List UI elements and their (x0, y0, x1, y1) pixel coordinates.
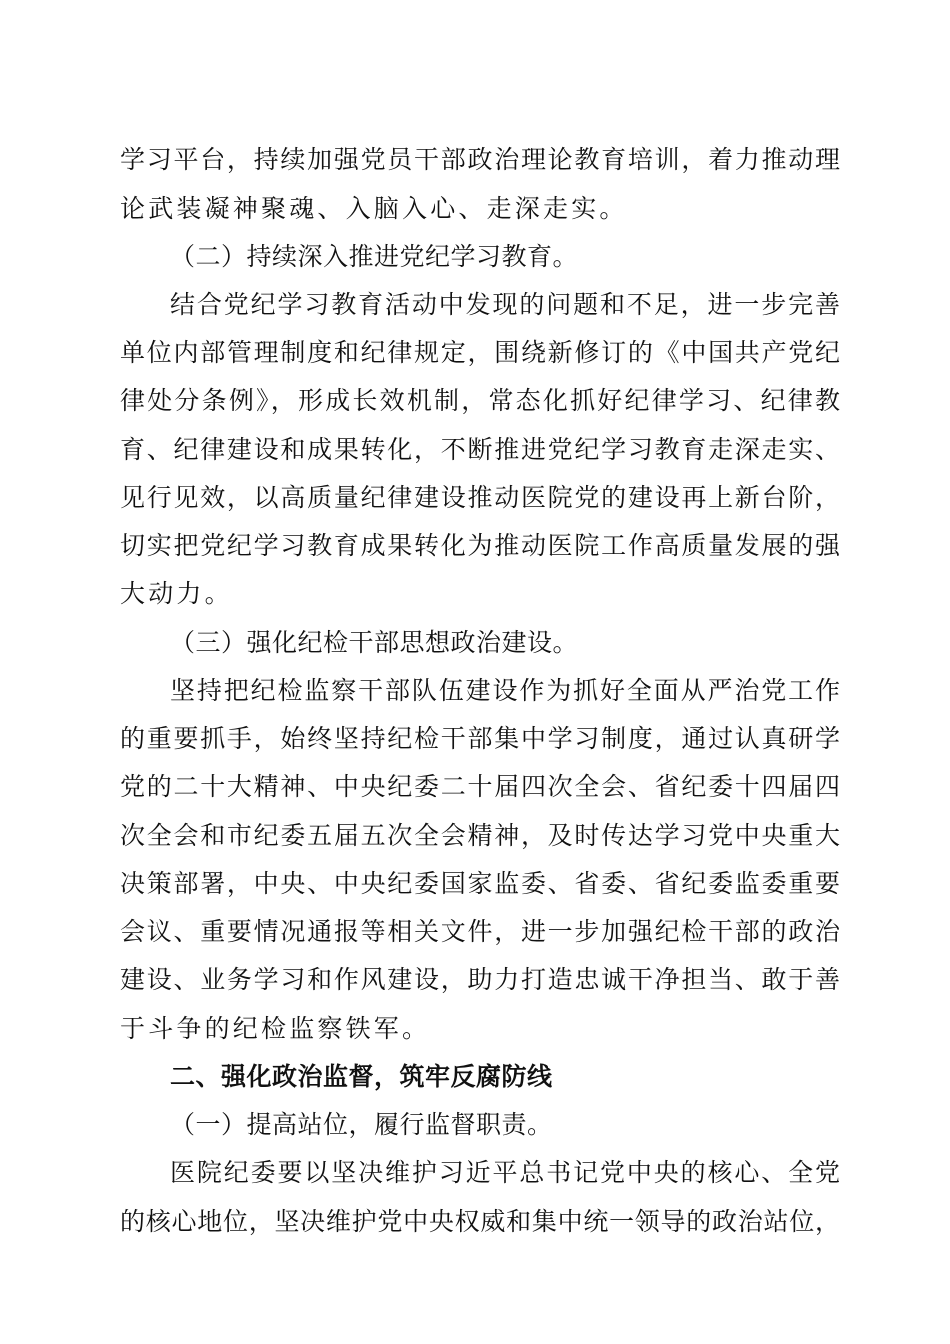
paragraph-line: 结合党纪学习教育活动中发现的问题和不足，进一步完善 (170, 290, 840, 319)
paragraph-line: 律处分条例》，形成长效机制，常态化抓好纪律学习、纪律教 (120, 386, 840, 415)
paragraph-line: 建设、业务学习和作风建设，助力打造忠诚干净担当、敢于善 (120, 965, 840, 994)
paragraph-line: 决策部署，中央、中央纪委国家监委、省委、省纪委监委重要 (120, 869, 840, 898)
paragraph-line: 医院纪委要以坚决维护习近平总书记党中央的核心、全党 (170, 1158, 840, 1187)
section-heading: （一）提高站位，履行监督职责。 (170, 1110, 553, 1139)
paragraph-line: 于斗争的纪检监察铁军。 (120, 1014, 431, 1043)
paragraph-line: 育、纪律建设和成果转化，不断推进党纪学习教育走深走实、 (120, 435, 840, 464)
paragraph-line: 大动力。 (120, 579, 233, 608)
paragraph-line: 的重要抓手，始终坚持纪检干部集中学习制度，通过认真研学 (120, 724, 840, 753)
section-heading: （三）强化纪检干部思想政治建设。 (170, 628, 579, 657)
paragraph-line: 切实把党纪学习教育成果转化为推动医院工作高质量发展的强 (120, 531, 840, 560)
paragraph-line: 党的二十大精神、中央纪委二十届四次全会、省纪委十四届四 (120, 772, 840, 801)
paragraph-line: 坚持把纪检监察干部队伍建设作为抓好全面从严治党工作 (170, 676, 840, 705)
chapter-heading: 二、强化政治监督，筑牢反腐防线 (170, 1062, 553, 1091)
paragraph-line: 见行见效，以高质量纪律建设推动医院党的建设再上新台阶， (120, 483, 840, 512)
paragraph-line: 单位内部管理制度和纪律规定，围绕新修订的《中国共产党纪 (120, 338, 840, 367)
paragraph-line: 会议、重要情况通报等相关文件，进一步加强纪检干部的政治 (120, 917, 840, 946)
paragraph-line: 次全会和市纪委五届五次全会精神，及时传达学习党中央重大 (120, 821, 840, 850)
paragraph-line: 的核心地位，坚决维护党中央权威和集中统一领导的政治站位， (120, 1207, 840, 1236)
paragraph-line: 学习平台，持续加强党员干部政治理论教育培训，着力推动理 (120, 145, 840, 174)
paragraph-line: 论武装凝神聚魂、入脑入心、走深走实。 (120, 194, 628, 223)
section-heading: （二）持续深入推进党纪学习教育。 (170, 242, 579, 271)
